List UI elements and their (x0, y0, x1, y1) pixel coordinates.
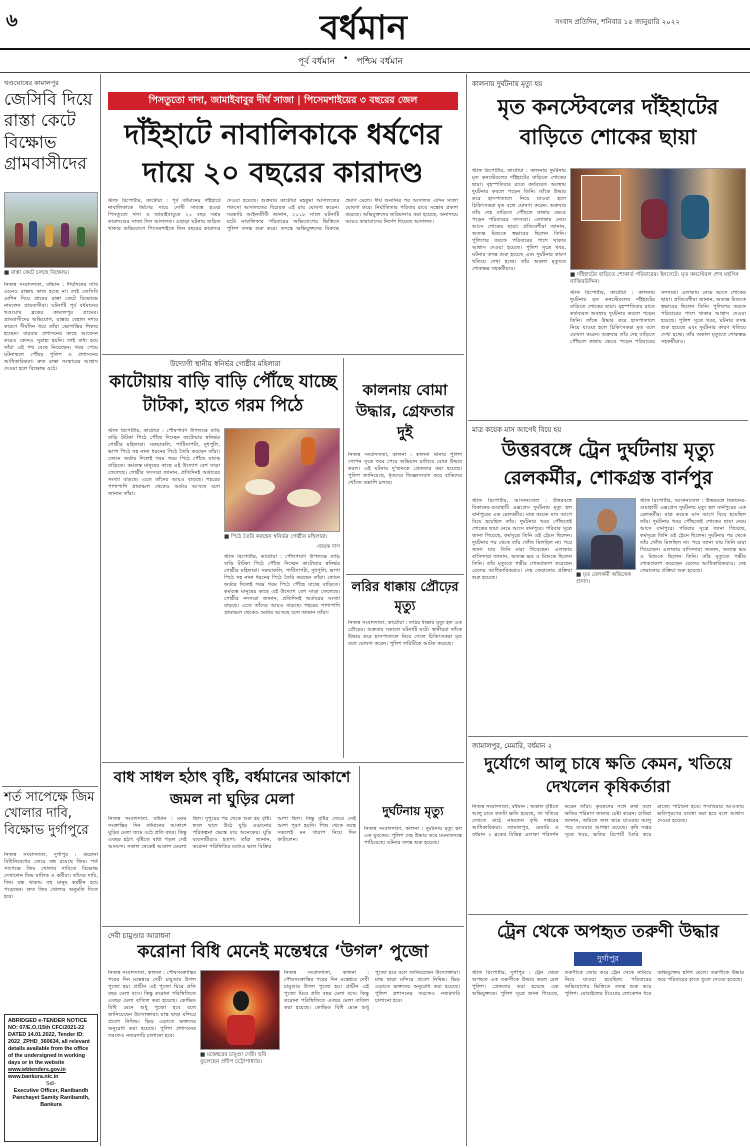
puja-divider (102, 926, 464, 927)
left-headline: জেসিবি দিয়ে রাস্তা কেটে বিক্ষোভ গ্রামবাসীদের (4, 90, 93, 174)
tender-website[interactable]: www.wbtenders.gov.in (8, 1067, 66, 1073)
katwa-body-right: স্টাফ রিপোর্টার, কাটোয়া : পৌষপার্বণ উপলক্ষে বাড়ি বাড়ি টাটকা পিঠে পৌঁছে দিচ্ছেন কাটোয়ার স্বনির্ভর গোষ্ঠীর মহিলারা। সরুচাকলি, পাটিসাপটা, দুধপুলি, ভাপা পিঠে সহ নানা ধরনের পিঠে তৈরি করছেন তাঁরা। ফোনে অর্ডার দিলেই গরম গরম পিঠে পৌঁছে যাচ্ছে বাড়িতে। কর্মব্যস্ত মানুষের কাছে এই উদ্যোগ বেশ সাড়া ফেলেছে। গোষ্ঠীর সদস্যরা জানান, প্রতিদিনই অর্ডারের সংখ্যা বাড়ছে। এতে তাঁদের আয়ও বাড়ছে। শহরের পাশাপাশি গ্রামাঞ্চল থেকেও অর্ডার আসছে বলে জানান তাঁরা। (224, 554, 340, 616)
right-divider (468, 736, 748, 737)
truck-body: নিজস্ব সংবাদদাতা, কাটোয়া : লরির ধাক্কায় মৃত্যু হল এক প্রৌঢ়ের। শুক্রবার সকালে ঘটনাটি ঘটে। স্থানীয়রা তাঁকে উদ্ধার করে হাসপাতালে নিয়ে গেলে চিকিৎসকরা মৃত বলে ঘোষণা করেন। পুলিশ লরিটিকে আটক করেছে। (348, 620, 462, 647)
constable-headline: মৃত কনস্টেবলের দাঁইহাটের বাড়িতে শোকের ছায়া (497, 95, 719, 149)
train-headline: উত্তরবঙ্গে ট্রেন দুর্ঘটনায় মৃত্যু রেলকর্মীর, শোকগ্রস্ত বার্নপুর (501, 439, 715, 489)
railworker-photo (576, 498, 636, 570)
rescue-place-tag: দুর্গাপুর (574, 952, 642, 966)
constable-body-left: স্টাফ রিপোর্টার, কাটোয়া : কালনায় দুর্ঘটনায় মৃত কনস্টেবলের দাঁইহাটের বাড়িতে শোকের ছায়া। বৃহস্পতিবার রাতে কর্তব্যরত অবস্থায় দুর্ঘটনার কবলে পড়েন তিনি। তাঁকে উদ্ধার করে হাসপাতালে নিয়ে যাওয়া হলে চিকিৎসকরা মৃত বলে ঘোষণা করেন। শুক্রবার তাঁর দেহ বাড়িতে পৌঁছলে কান্নায় ভেঙে পড়েন পরিবারের সদস্যরা। এলাকায় নেমে আসে শোকের ছায়া। প্রতিবেশীরা জানান, অত্যন্ত মিশুকে স্বভাবের ছিলেন তিনি। পুলিশের তরফে পরিবারের পাশে থাকার আশ্বাস দেওয়া হয়েছে। পুলিশ সূত্রে খবর, ঘটনার তদন্ত শুরু হয়েছে এবং দুর্ঘটনার কারণ খতিয়ে দেখা হচ্ছে। তাঁর অকাল মৃত্যুতে শোকস্তব্ধ সহকর্মীরাও। (472, 168, 566, 272)
railworker-caption: ■ মৃত রেলকর্মী অভিষেক প্রসাদ। (576, 572, 631, 585)
pithe-photo (224, 428, 340, 532)
tender-text: ABRIDGED e-TENDER NOTICE NO: 07/E.O./15th CFC/2021-22 DATED 14.01.2022, Tender ID: 2022_ZPHD_360634, all relevant details available from the office of the undersigned in working days or in the website (8, 1018, 90, 1066)
right-divider (468, 420, 748, 421)
train-kicker: মাত্র কয়েক মাস আগেই বিয়ে হয় (472, 426, 562, 434)
protest-photo (4, 192, 98, 268)
puja-headline: করোনা বিধি মেনেই মন্তেশ্বরে ‘উগল’ পুজো (137, 942, 429, 962)
accident-body: নিজস্ব সংবাদদাতা, কালনা : দুর্ঘটনায় মৃত্যু হল এক যুবকের। পুলিশ দেহ উদ্ধার করে ময়নাতদন্তে পাঠিয়েছে। ঘটনার তদন্ত শুরু হয়েছে। (364, 826, 462, 846)
section-divider: • (343, 54, 349, 64)
section-nav (298, 54, 403, 69)
column-rule (466, 74, 467, 1146)
truck-headline: লরির ধাক্কায় প্রৌঢ়ের মৃত্যু (351, 580, 459, 614)
left-kicker: খণ্ডঘোষের কামালপুর (4, 79, 59, 87)
lead-body: স্টাফ রিপোর্টার, কাটোয়া : পূর্ব বর্ধমানের দাঁইহাটে নাবালিকাকে ধর্ষণের দায়ে দোষী সাব্যস্ত হওয়া পিসতুতো দাদা ও জামাইবাবুকে ২০ বছর সশ্রম কারাদণ্ডের সাজা দিল আদালত। এছাড়া ঘটনায় জড়িত থাকার অভিযোগে পিসেমশাইকে তিন বছরের কারাদণ্ড দেওয়া হয়েছে। শুক্রবার কাটোয়া মহকুমা আদালতের পকসো আদালতের বিচারক এই রায় ঘোষণা করেন। সরকারি আইনজীবী জানান, ২০১৮ সালে ঘটনাটি ঘটে। নাবালিকার পরিবারের অভিযোগের ভিত্তিতে পুলিশ তদন্ত শুরু করে। তদন্তে অভিযুক্তদের বিরুদ্ধে প্রমাণ মেলে। দীর্ঘ শুনানির পর আদালত এদিন সাজা ঘোষণা করে। নির্যাতিতার পরিবার রায়ে সন্তোষ প্রকাশ করেছে। অভিযুক্তদের জরিমানাও করা হয়েছে, অনাদায়ে আরও কারাবাসের নির্দেশ দিয়েছে আদালত। (108, 198, 458, 232)
pithe-credit: -জয়ন্ত দাস (316, 544, 340, 550)
protest-caption: ■ রাস্তা কেটে চলছে বিক্ষোভ। (4, 270, 70, 276)
mourning-photo (570, 168, 746, 270)
left-divider (2, 786, 98, 787)
lead-red-banner: পিসতুতো দাদা, জামাইবাবুর দীর্ঘ সাজা | পিসেমশাইয়ের ৩ বছরের জেল (108, 92, 458, 110)
potato-body: নিজস্ব সংবাদদাতা, বর্ধমান : অকাল বৃষ্টিতে আলু চাষে কতটা ক্ষতি হয়েছে, তা খতিয়ে দেখতে মাঠে নামলেন কৃষি দপ্তরের আধিকারিকরা। জামালপুর, মেমারি ও বর্ধমান ২ ব্লকের বিভিন্ন এলাকা পরিদর্শন করেন তাঁরা। কৃষকদের সঙ্গে কথা বলে ক্ষতির পরিমাণ জানার চেষ্টা করেন। চাষিরা জানান, জমিতে জল জমে যাওয়ায় আলু পচে যাওয়ার আশঙ্কা রয়েছে। কৃষি দপ্তর সূত্রে খবর, ক্ষতির রিপোর্ট তৈরি করে রাজ্যে পাঠানো হবে। শস্যবিমার আওতায় ক্ষতিপূরণের ব্যবস্থা করা হবে বলে আশ্বাস দেওয়া হয়েছে। (472, 804, 744, 838)
page-number: ৬ (6, 10, 18, 31)
gym-headline: শর্ত সাপেক্ষে জিম খোলার দাবি, বিক্ষোভ দুর্গাপুরে (4, 790, 95, 838)
left-body: নিজস্ব সংবাদদাতা, বর্ধমান : দীর্ঘদিনের দাবি মেনেও রাস্তায় কাজ হচ্ছে না। তাই জেসিবি মেশিন দিয়ে গ্রামের রাস্তা কেটে বিক্ষোভে নামলেন গ্রামবাসীরা। ঘটনাটি পূর্ব বর্ধমানের খণ্ডঘোষ ব্লকের কামালপুর গ্রামের। গ্রামবাসীদের অভিযোগ, রাস্তার বেহাল দশার কারণে দীর্ঘদিন ধরে তাঁরা ভোগান্তির শিকার হচ্ছেন। বারবার প্রশাসনের কাছে আবেদন করেও কোনও সুরাহা হয়নি। তাই বাধ্য হয়ে তাঁরা এই পথ বেছে নিয়েছেন। খবর পেয়ে ঘটনাস্থলে পৌঁছয় পুলিশ ও প্রশাসনের আধিকারিকরা। দ্রুত রাস্তা সংস্কারের আশ্বাস দেওয়া হলে বিক্ষোভ ওঠে। (4, 282, 98, 372)
tender-website-2[interactable]: www.bankura.nic.in (8, 1074, 59, 1080)
gym-body: নিজস্ব সংবাদদাতা, দুর্গাপুর : করোনা বিধিনিষেধের জেরে বন্ধ রয়েছে জিম। শর্ত সাপেক্ষে জিম খোলার দাবিতে বিক্ষোভ দেখালেন জিম মালিক ও কর্মীরা। তাঁদের দাবি, জিম বন্ধ থাকায় বহু মানুষ কর্মহীন হয়ে পড়েছেন। দ্রুত জিম খোলার অনুমতি দিতে হবে। (4, 852, 98, 900)
kalna-headline: কালনায় বোমা উদ্ধার, গ্রেফতার দুই (355, 381, 455, 441)
train-body-right: স্টাফ রিপোর্টার, আসানসোল : উত্তরবঙ্গে বিকানের-গুয়াহাটি এক্সপ্রেস দুর্ঘটনায় মৃত্যু হল বার্নপুরের এক রেলকর্মীর। মাত্র কয়েক মাস আগে বিয়ে হয়েছিল তাঁর। দুর্ঘটনার খবর পৌঁছতেই শোকের ছায়া নেমে আসে বার্নপুরে। পরিবার সূত্রে জানা গিয়েছে, কর্মসূত্রে তিনি ওই ট্রেনে ছিলেন। দুর্ঘটনার পর থেকে তাঁর খোঁজ মিলছিল না। পরে জানা যায় তিনি মারা গিয়েছেন। এলাকার বাসিন্দারা জানান, অত্যন্ত ভদ্র ও মিশুকে ছিলেন তিনি। তাঁর মৃত্যুতে গভীর শোকপ্রকাশ করেছেন রেলের আধিকারিকরাও। দেহ ফেরানোর প্রক্রিয়া শুরু হয়েছে। (640, 498, 746, 574)
potato-kicker: জামালপুর, মেমারি, বর্ধমান ২ (472, 742, 553, 750)
column-rule (359, 766, 360, 924)
kalna-body: নিজস্ব সংবাদদাতা, কালনা : কালনা থানার পুলিশ গোপন সূত্রে খবর পেয়ে অভিযান চালিয়ে বোমা উদ্ধার করল। এই ঘটনায় দু'জনকে গ্রেফতার করা হয়েছে। পুলিশ জানিয়েছে, ধৃতদের জিজ্ঞাসাবাদ করে বাকিদের খোঁজে তল্লাশি চলছে। (348, 452, 462, 486)
pithe-caption: ■ পিঠে তৈরি করছেন স্বনির্ভর গোষ্ঠীর মহিলারা। (224, 534, 328, 540)
tender-officer: Executive Officer, Ranibandh Panchayet Samity Ranibandh, Bankura (12, 1088, 90, 1108)
rescue-headline: ট্রেন থেকে অপহৃত তরুণী উদ্ধার (496, 922, 720, 942)
katwa-kicker: উদ্যোগী স্থানীয় স্বনির্ভর গোষ্ঠীর মহিলারা (170, 360, 281, 368)
masthead-rule-2 (0, 72, 750, 73)
goddess-caption: ■ মন্তেশ্বরের চামুণ্ডা দেবী। ছবি তুলেছেন প্রদীপ চট্টোপাধ্যায়। (200, 1052, 267, 1065)
section-purba[interactable]: পূর্ব বর্ধমান (298, 57, 336, 67)
potato-headline: দুর্যোগে আলু চাষে ক্ষতি কেমন, খতিয়ে দেখলেন কৃষিকর্তারা (484, 754, 732, 796)
puja-body-right: নিজস্ব সংবাদদাতা, কালনা : পৌষসংক্রান্তির পরের দিন মন্তেশ্বরে দেবী চামুণ্ডার উগল পুজো হয়। প্রাচীন এই পুজো ঘিরে প্রতি বছর মেলা বসে। কিন্তু করোনা পরিস্থিতিতে এবছর মেলা বাতিল করা হয়েছে। কোভিড বিধি মেনে শুধু পুজো হবে বলে জানিয়েছেন উদ্যোক্তারা। মাস্ক ছাড়া মন্দিরে প্রবেশ নিষিদ্ধ। ভিড় এড়াতে ভক্তদের অনুরোধ করা হয়েছে। পুলিশ প্রশাসনের তরফেও নজরদারি চালানো হবে। (284, 970, 460, 1011)
tender-notice (4, 1014, 98, 1142)
masthead-title: বর্ধমান (320, 8, 408, 48)
constable-body-right: স্টাফ রিপোর্টার, কাটোয়া : কালনায় দুর্ঘটনায় মৃত কনস্টেবলের দাঁইহাটের বাড়িতে শোকের ছায়া। বৃহস্পতিবার রাতে কর্তব্যরত অবস্থায় দুর্ঘটনার কবলে পড়েন তিনি। তাঁকে উদ্ধার করে হাসপাতালে নিয়ে যাওয়া হলে চিকিৎসকরা মৃত বলে ঘোষণা করেন। শুক্রবার তাঁর দেহ বাড়িতে পৌঁছলে কান্নায় ভেঙে পড়েন পরিবারের সদস্যরা। এলাকায় নেমে আসে শোকের ছায়া। প্রতিবেশীরা জানান, অত্যন্ত মিশুকে স্বভাবের ছিলেন তিনি। পুলিশের তরফে পরিবারের পাশে থাকার আশ্বাস দেওয়া হয়েছে। পুলিশ সূত্রে খবর, ঘটনার তদন্ত শুরু হয়েছে এবং দুর্ঘটনার কারণ খতিয়ে দেখা হচ্ছে। তাঁর অকাল মৃত্যুতে শোকস্তব্ধ সহকর্মীরাও। (570, 290, 746, 345)
kite-headline: বাধ সাধল হঠাৎ বৃষ্টি, বর্ধমানের আকাশে জমল না ঘুড়ির মেলা (113, 768, 351, 808)
train-body-left: স্টাফ রিপোর্টার, আসানসোল : উত্তরবঙ্গে বিকানের-গুয়াহাটি এক্সপ্রেস দুর্ঘটনায় মৃত্যু হল বার্নপুরের এক রেলকর্মীর। মাত্র কয়েক মাস আগে বিয়ে হয়েছিল তাঁর। দুর্ঘটনার খবর পৌঁছতেই শোকের ছায়া নেমে আসে বার্নপুরে। পরিবার সূত্রে জানা গিয়েছে, কর্মসূত্রে তিনি ওই ট্রেনে ছিলেন। দুর্ঘটনার পর থেকে তাঁর খোঁজ মিলছিল না। পরে জানা যায় তিনি মারা গিয়েছেন। এলাকার বাসিন্দারা জানান, অত্যন্ত ভদ্র ও মিশুকে ছিলেন তিনি। তাঁর মৃত্যুতে গভীর শোকপ্রকাশ করেছেন রেলের আধিকারিকরাও। দেহ ফেরানোর প্রক্রিয়া শুরু হয়েছে। (472, 498, 572, 581)
date-line: সংবাদ প্রতিদিন, শনিবার ১৫ জানুয়ারি ২০২২ (555, 18, 680, 26)
kalna-divider (346, 574, 464, 575)
tender-sign: Sd/- (46, 1081, 56, 1087)
section-paschim[interactable]: পশ্চিম বর্ধমান (356, 57, 404, 67)
column-rule (100, 74, 101, 1146)
accident-headline: দুর্ঘটনায় মৃত্যু (382, 804, 444, 818)
column-rule (343, 358, 344, 758)
katwa-body-left: স্টাফ রিপোর্টার, কাটোয়া : পৌষপার্বণ উপলক্ষে বাড়ি বাড়ি টাটকা পিঠে পৌঁছে দিচ্ছেন কাটোয়ার স্বনির্ভর গোষ্ঠীর মহিলারা। সরুচাকলি, পাটিসাপটা, দুধপুলি, ভাপা পিঠে সহ নানা ধরনের পিঠে তৈরি করছেন তাঁরা। ফোনে অর্ডার দিলেই গরম গরম পিঠে পৌঁছে যাচ্ছে বাড়িতে। কর্মব্যস্ত মানুষের কাছে এই উদ্যোগ বেশ সাড়া ফেলেছে। গোষ্ঠীর সদস্যরা জানান, প্রতিদিনই অর্ডারের সংখ্যা বাড়ছে। এতে তাঁদের আয়ও বাড়ছে। শহরের পাশাপাশি গ্রামাঞ্চল থেকেও অর্ডার আসছে বলে জানান তাঁরা। (108, 428, 220, 497)
right-divider (468, 914, 748, 915)
mourning-caption: ■ দাঁইহাটের বাড়িতে শোকার্ত পরিবারের। ইনসেটে: মৃত কনস্টেবল শেখ মহসিন নাজিরউদ্দিন। (570, 272, 739, 285)
lead-divider (102, 354, 464, 355)
kite-divider (102, 762, 464, 763)
puja-kicker: দেবী চামুণ্ডার আরাধনা (108, 932, 171, 940)
lead-headline: দাঁইহাটে নাবালিকাকে ধর্ষণের দায়ে ২০ বছরের কারাদণ্ড (124, 118, 442, 189)
rescue-body: স্টাফ রিপোর্টার, দুর্গাপুর : ট্রেন থেকে অপহৃত এক তরুণীকে উদ্ধার করল রেল পুলিশ। গ্রেফতার করা হয়েছে এক অভিযুক্তকে। পুলিশ সূত্রে জানা গিয়েছে, তরুণীকে জোর করে ট্রেন থেকে নামিয়ে নিয়ে যাওয়া হয়েছিল। পরিবারের অভিযোগের ভিত্তিতে তদন্ত শুরু করে পুলিশ। মোবাইলের টাওয়ার লোকেশন ধরে অভিযুক্তের হদিশ মেলে। তরুণীকে উদ্ধার করে পরিবারের হাতে তুলে দেওয়া হয়েছে। (472, 970, 744, 997)
goddess-photo (200, 970, 280, 1050)
masthead-rule (0, 48, 750, 50)
puja-body-left: নিজস্ব সংবাদদাতা, কালনা : পৌষসংক্রান্তির পরের দিন মন্তেশ্বরে দেবী চামুণ্ডার উগল পুজো হয়। প্রাচীন এই পুজো ঘিরে প্রতি বছর মেলা বসে। কিন্তু করোনা পরিস্থিতিতে এবছর মেলা বাতিল করা হয়েছে। কোভিড বিধি মেনে শুধু পুজো হবে বলে জানিয়েছেন উদ্যোক্তারা। মাস্ক ছাড়া মন্দিরে প্রবেশ নিষিদ্ধ। ভিড় এড়াতে ভক্তদের অনুরোধ করা হয়েছে। পুলিশ প্রশাসনের তরফেও নজরদারি চালানো হবে। (108, 970, 196, 1039)
katwa-headline: কাটোয়ায় বাড়ি বাড়ি পৌঁছে যাচ্ছে টাটকা, হাতে গরম পিঠে (109, 372, 337, 416)
constable-kicker: কালনায় দুর্ঘটনায় মৃত্যু হয় (472, 80, 543, 88)
kite-body: নিজস্ব সংবাদদাতা, বর্ধমান : মকর সংক্রান্তির দিন বর্ধমানের আকাশে ঘুড়ির মেলা জমে ওঠে প্রতি বছর। কিন্তু এবছর হঠাৎ বৃষ্টিতে বাধা পড়ল সেই আনন্দে। সকাল থেকেই আকাশ মেঘলা ছিল। দুপুরের পর থেকে শুরু হয় বৃষ্টি। ফলে ছাদে উঠে ঘুড়ি ওড়ানোর পরিকল্পনা ভেস্তে যায় অনেকের। ঘুড়ি ব্যবসায়ীরাও হতাশ। তাঁরা জানান, করোনা পরিস্থিতির মধ্যেও ভাল বিক্রির আশা ছিল। কিন্তু বৃষ্টির জেরে সেই আশা পূরণ হয়নি। শিশু থেকে বয়স্ক সকলেই মন খারাপ নিয়ে দিন কাটালেন। (108, 816, 356, 850)
